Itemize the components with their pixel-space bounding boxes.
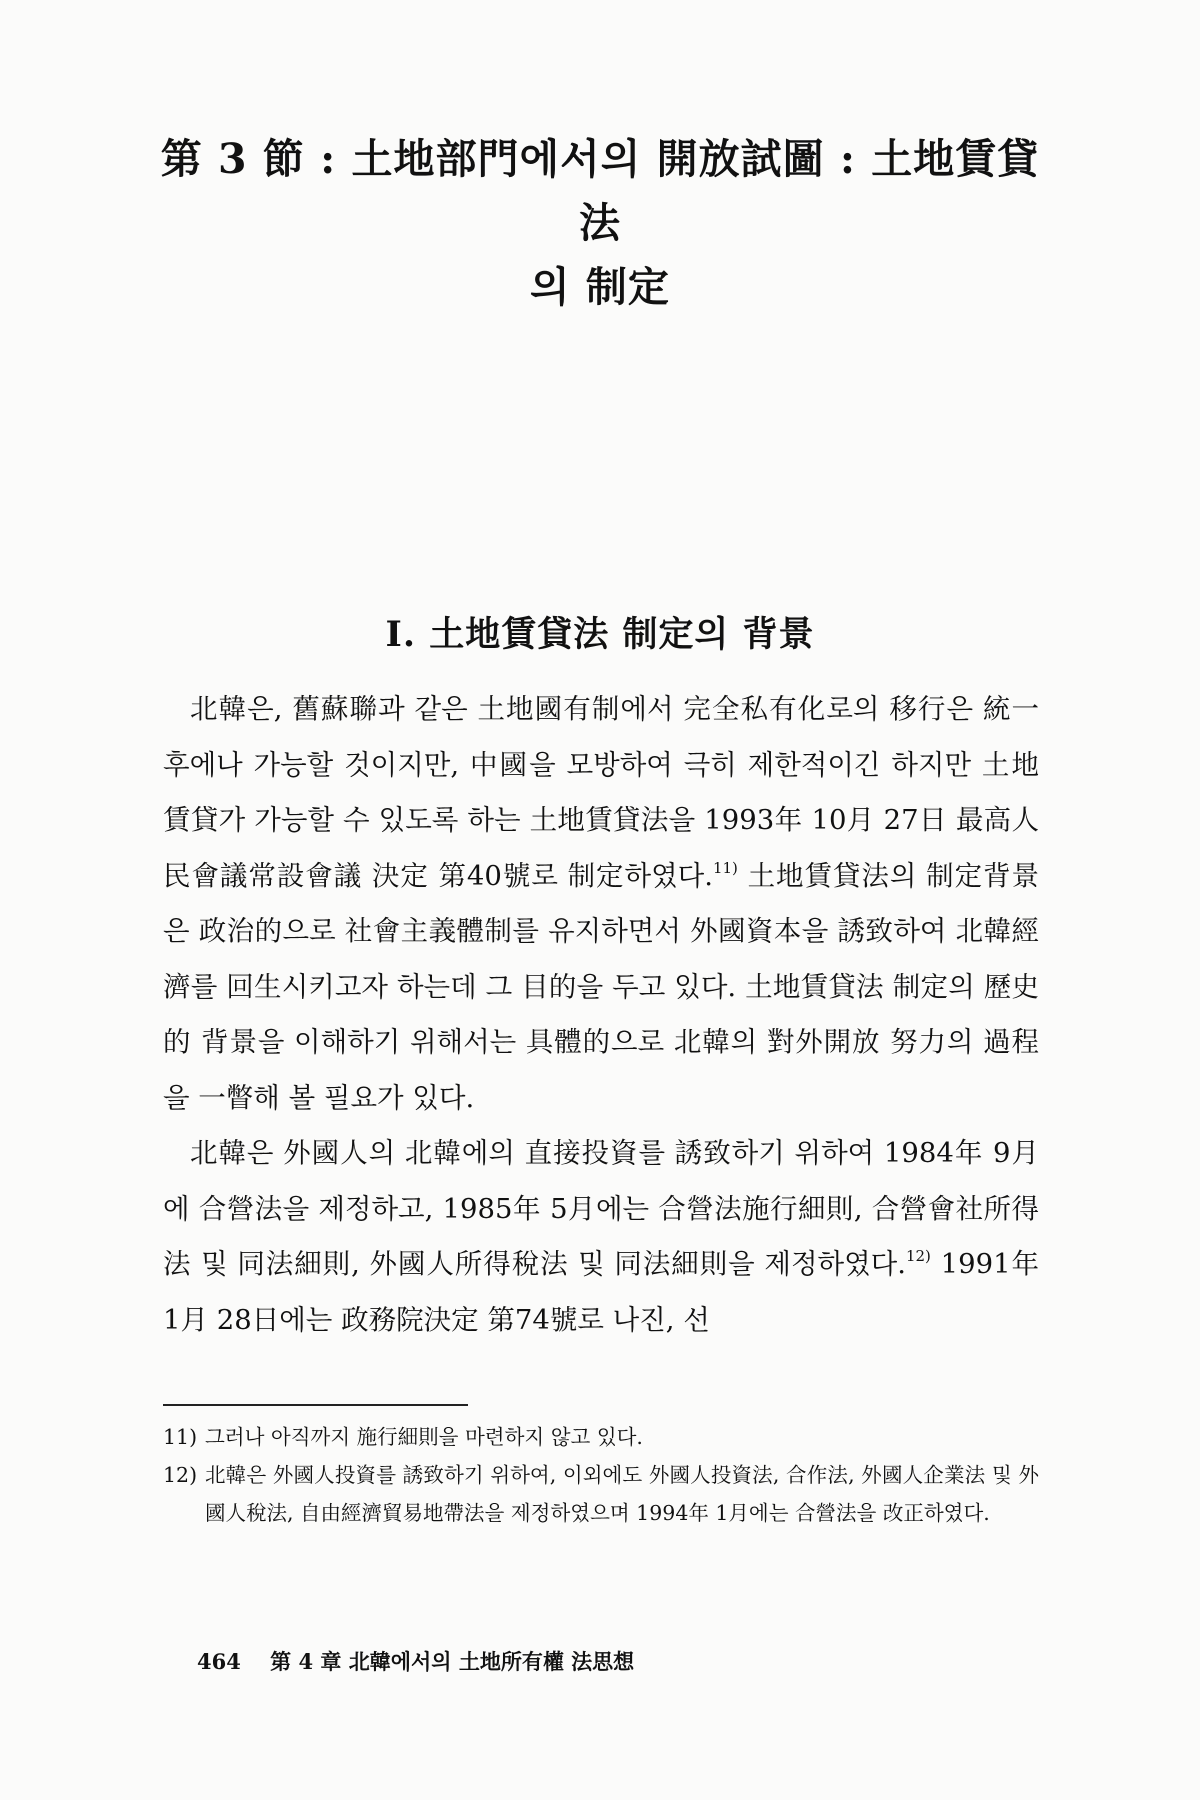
page-number: 464	[197, 1649, 241, 1674]
section-title-line1: 第 3 節 : 土地部門에서의 開放試圖 : 土地賃貸法	[160, 135, 1040, 248]
section-title-line2: 의 制定	[530, 263, 670, 312]
footnote-11	[163, 1418, 1039, 1456]
body-text	[163, 682, 1039, 1348]
footnote-divider	[163, 1404, 468, 1406]
section-title	[150, 127, 1050, 319]
paragraph-1-text: 北韓은, 舊蘇聯과 같은 土地國有制에서 完全私有化로의 移行은 統一후에나 가능할 것이지만, 中國을 모방하여 극히 제한적이긴 하지만 土地賃貸가 가능할 수 있도록 하는 土地賃貸法을 1993年 10月 27日 最高人民會議常設會議 決定 第40號로 制定하였다.	[163, 693, 1039, 892]
body-paragraph-1	[163, 682, 1039, 1126]
paragraph-2-text: 北韓은 外國人의 北韓에의 直接投資를 誘致하기 위하여 1984年 9月에 合營法을 제정하고, 1985年 5月에는 合營法施行細則, 合營會社所得法 및 同法細則, 外國人所得稅法 및 同法細則을 제정하였다.	[163, 1137, 1039, 1280]
subsection-heading: Ⅰ. 土地賃貸法 制定의 背景	[385, 614, 815, 656]
paragraph-1-text-continued: 土地賃貸法의 制定背景은 政治的으로 社會主義體制를 유지하면서 外國資本을 誘致하여 北韓經濟를 回生시키고자 하는데 그 目的을 두고 있다. 土地賃貸法 制定의 歷史的 背景을 이해하기 위해서는 具體的으로 北韓의 對外開放 努力의 過程을 一瞥해 볼 필요가 있다.	[163, 859, 1039, 1114]
paragraph-2-text-continued: 1991年 1月 28日에는 政務院決定 第74號로 나진, 선	[163, 1248, 1039, 1336]
running-title: 第 4 章 北韓에서의 土地所有權 法思想	[270, 1649, 635, 1674]
footnote-number: 12)	[163, 1463, 198, 1487]
footnote-reference-11: 11)	[712, 858, 738, 877]
footnote-reference-12: 12)	[905, 1247, 931, 1265]
footnote-12	[163, 1456, 1039, 1532]
body-paragraph-2	[163, 1126, 1039, 1348]
footnote-number: 11)	[163, 1425, 198, 1449]
footnote-text: 北韓은 外國人投資를 誘致하기 위하여, 이외에도 外國人投資法, 合作法, 外國人企業法 및 外國人稅法, 自由經濟貿易地帶法을 제정하였으며 1994年 1月에는 合營法을 改正하였다.	[205, 1463, 1039, 1525]
footnotes	[163, 1418, 1039, 1532]
running-footer	[197, 1646, 634, 1676]
footnote-text: 그러나 아직까지 施行細則을 마련하지 않고 있다.	[205, 1425, 643, 1449]
